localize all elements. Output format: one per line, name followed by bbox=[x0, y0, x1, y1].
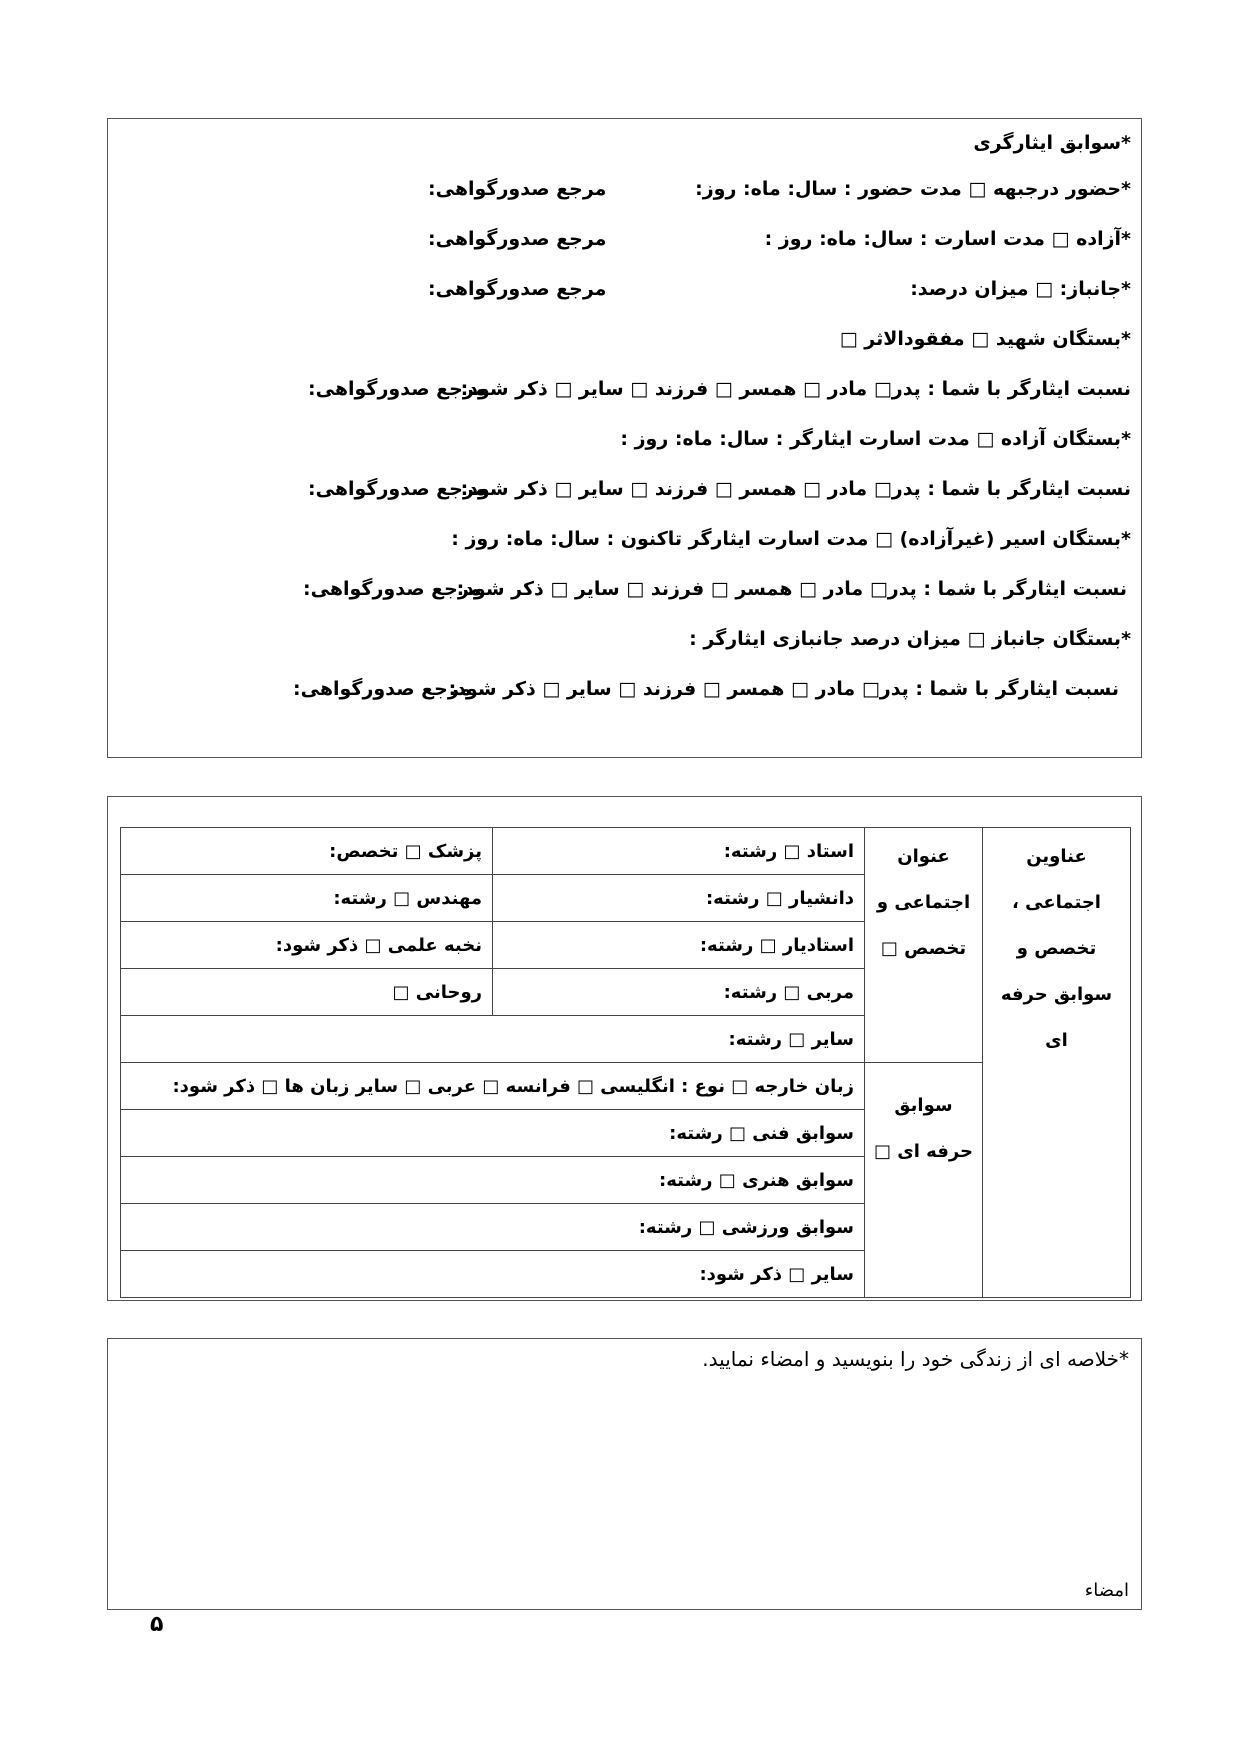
relation-reference-1: مرجع صدورگواهی: bbox=[308, 378, 487, 400]
title-cell-professor: استاد □ رشته: bbox=[493, 828, 865, 875]
relation-reference-4: مرجع صدورگواهی: bbox=[293, 678, 472, 700]
veteran-family-line: *بستگان جانباز □ میزان درصد جانبازی ایثارگر : bbox=[689, 628, 1131, 650]
relation-line-1: نسبت ایثارگر با شما : پدر□ مادر □ همسر □ فرزند □ سایر □ ذکر شود: bbox=[460, 378, 1131, 400]
sacrifice-title: *سوابق ایثارگری bbox=[973, 132, 1131, 154]
relation-reference-3: مرجع صدورگواهی: bbox=[303, 578, 482, 600]
technical-cell: سوابق فنی □ رشته: bbox=[121, 1110, 865, 1157]
freed-line: *آزاده □ مدت اسارت : سال: ماه: روز : bbox=[764, 228, 1131, 250]
social-title-label: عنوان اجتماعی و تخصص □ bbox=[865, 828, 983, 1063]
freed-family-line: *بستگان آزاده □ مدت اسارت ایثارگر : سال: ماه: روز : bbox=[620, 428, 1131, 450]
veteran-line: *جانباز: □ میزان درصد: bbox=[910, 278, 1131, 300]
table-row bbox=[121, 1063, 1131, 1110]
title-cell-engineer: مهندس □ رشته: bbox=[121, 875, 493, 922]
front-reference: مرجع صدورگواهی: bbox=[428, 178, 607, 200]
relation-line-4: نسبت ایثارگر با شما : پدر□ مادر □ همسر □ فرزند □ سایر □ ذکر شود: bbox=[448, 678, 1119, 700]
sacrifice-records-box bbox=[107, 118, 1142, 758]
veteran-reference: مرجع صدورگواهی: bbox=[428, 278, 607, 300]
titles-table bbox=[120, 827, 1131, 1298]
title-cell-doctor: پزشک □ تخصص: bbox=[121, 828, 493, 875]
title-cell-instructor: مربی □ رشته: bbox=[493, 969, 865, 1016]
title-cell-associate: دانشیار □ رشته: bbox=[493, 875, 865, 922]
relation-line-2: نسبت ایثارگر با شما : پدر□ مادر □ همسر □ فرزند □ سایر □ ذکر شود: bbox=[460, 478, 1131, 500]
relation-reference-2: مرجع صدورگواهی: bbox=[308, 478, 487, 500]
other-professional-cell: سایر □ ذکر شود: bbox=[121, 1251, 865, 1298]
title-cell-cleric: روحانی □ bbox=[121, 969, 493, 1016]
title-cell-other: سایر □ رشته: bbox=[121, 1016, 865, 1063]
sport-cell: سوابق ورزشی □ رشته: bbox=[121, 1204, 865, 1251]
freed-reference: مرجع صدورگواهی: bbox=[428, 228, 607, 250]
professional-label: سوابق حرفه ای □ bbox=[865, 1063, 983, 1298]
art-cell: سوابق هنری □ رشته: bbox=[121, 1157, 865, 1204]
section-label: عناوین اجتماعی ، تخصص و سوابق حرفه ای bbox=[983, 828, 1131, 1298]
signature-label: امضاء bbox=[1084, 1580, 1129, 1601]
language-cell: زبان خارجه □ نوع : انگلیسی □ فرانسه □ عربی □ سایر زبان ها □ ذکر شود: bbox=[121, 1063, 865, 1110]
summary-title: *خلاصه ای از زندگی خود را بنویسید و امضاء نمایید. bbox=[702, 1347, 1129, 1371]
relation-line-3: نسبت ایثارگر با شما : پدر□ مادر □ همسر □ فرزند □ سایر □ ذکر شود: bbox=[456, 578, 1127, 600]
table-row bbox=[121, 828, 1131, 875]
titles-box bbox=[107, 796, 1142, 1301]
page-number: ۵ bbox=[150, 1612, 164, 1637]
prisoner-family-line: *بستگان اسیر (غیرآزاده) □ مدت اسارت ایثارگر تاکنون : سال: ماه: روز : bbox=[451, 528, 1131, 550]
title-cell-elite: نخبه علمی □ ذکر شود: bbox=[121, 922, 493, 969]
title-cell-assistant: استادیار □ رشته: bbox=[493, 922, 865, 969]
life-summary-box[interactable] bbox=[107, 1338, 1142, 1610]
front-presence-line: *حضور درجبهه □ مدت حضور : سال: ماه: روز: bbox=[695, 178, 1131, 200]
martyr-family-line: *بستگان شهید □ مفقودالاثر □ bbox=[839, 328, 1131, 350]
